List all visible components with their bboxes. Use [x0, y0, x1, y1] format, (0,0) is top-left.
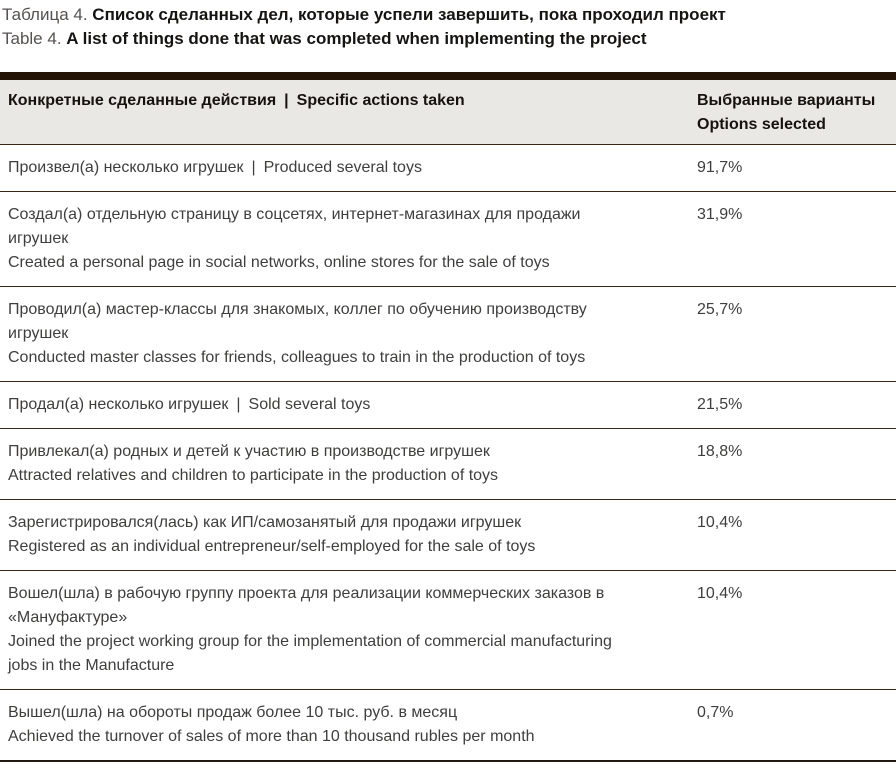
value-cell	[697, 287, 896, 382]
percentage-value: 25,7%	[697, 301, 743, 318]
action-text-en: Registered as an individual entrepreneur/self-employed for the sale of toys	[8, 538, 536, 555]
table-number-en: Table 4.	[2, 29, 62, 48]
percentage-value: 91,7%	[697, 159, 743, 176]
header-row	[0, 80, 896, 145]
value-cell	[697, 690, 896, 761]
percentage-value: 21,5%	[697, 396, 743, 413]
column-header-actions: Конкретные сделанные действия | Specific actions taken	[0, 80, 697, 145]
table-title-en: A list of things done that was completed when implementing the project	[66, 29, 647, 48]
table-caption	[0, 3, 896, 51]
results-table	[0, 80, 896, 760]
table-row	[0, 500, 896, 571]
action-cell	[0, 690, 697, 761]
results-table-frame	[0, 72, 896, 762]
table-caption-en	[2, 27, 896, 51]
action-cell	[0, 500, 697, 571]
percentage-value: 10,4%	[697, 514, 743, 531]
action-text-ru: Проводил(а) мастер-классы для знакомых, коллег по обучению производству игрушек	[8, 301, 587, 342]
action-text-en: Joined the project working group for the implementation of commercial manufacturing jobs in the Manufacture	[8, 633, 612, 674]
table-caption-ru	[2, 3, 896, 27]
value-cell	[697, 382, 896, 429]
action-text-en: Attracted relatives and children to participate in the production of toys	[8, 467, 499, 484]
action-text-ru: Зарегистрировался(лась) как ИП/самозанятый для продажи игрушек	[8, 514, 522, 531]
value-cell	[697, 571, 896, 690]
value-cell	[697, 192, 896, 287]
table-row	[0, 690, 896, 761]
action-text-ru: Вышел(шла) на обороты продаж более 10 тыс. руб. в месяц	[8, 704, 458, 721]
action-text-en: Created a personal page in social networks, online stores for the sale of toys	[8, 254, 550, 271]
percentage-value: 10,4%	[697, 585, 743, 602]
action-cell	[0, 571, 697, 690]
action-text-en: Achieved the turnover of sales of more than 10 thousand rubles per month	[8, 728, 535, 745]
table-row	[0, 429, 896, 500]
action-text-ru: Произвел(а) несколько игрушек | Produced several toys	[8, 159, 422, 176]
action-text-ru: Привлекал(а) родных и детей к участию в производстве игрушек	[8, 443, 490, 460]
column-header-options-en: Options selected	[697, 116, 826, 133]
table-row	[0, 287, 896, 382]
value-cell	[697, 145, 896, 192]
value-cell	[697, 429, 896, 500]
percentage-value: 31,9%	[697, 206, 743, 223]
percentage-value: 18,8%	[697, 443, 743, 460]
action-text-ru: Продал(а) несколько игрушек | Sold several toys	[8, 396, 371, 413]
action-text-ru: Создал(а) отдельную страницу в соцсетях, интернет-магазинах для продажи игрушек	[8, 206, 581, 247]
table-row	[0, 382, 896, 429]
percentage-value: 0,7%	[697, 704, 734, 721]
table-row	[0, 571, 896, 690]
table-title-ru: Список сделанных дел, которые успели завершить, пока проходил проект	[92, 5, 726, 24]
action-text-ru: Вошел(шла) в рабочую группу проекта для реализации коммерческих заказов в «Мануфактуре»	[8, 585, 605, 626]
action-cell	[0, 429, 697, 500]
action-cell	[0, 145, 697, 192]
action-cell	[0, 192, 697, 287]
column-header-options-ru: Выбранные варианты	[697, 92, 876, 109]
table-row	[0, 145, 896, 192]
action-cell	[0, 382, 697, 429]
action-text-en: Conducted master classes for friends, colleagues to train in the production of toys	[8, 349, 586, 366]
value-cell	[697, 500, 896, 571]
action-cell	[0, 287, 697, 382]
column-header-options	[697, 80, 896, 145]
table-row	[0, 192, 896, 287]
table-number-ru: Таблица 4.	[2, 5, 88, 24]
